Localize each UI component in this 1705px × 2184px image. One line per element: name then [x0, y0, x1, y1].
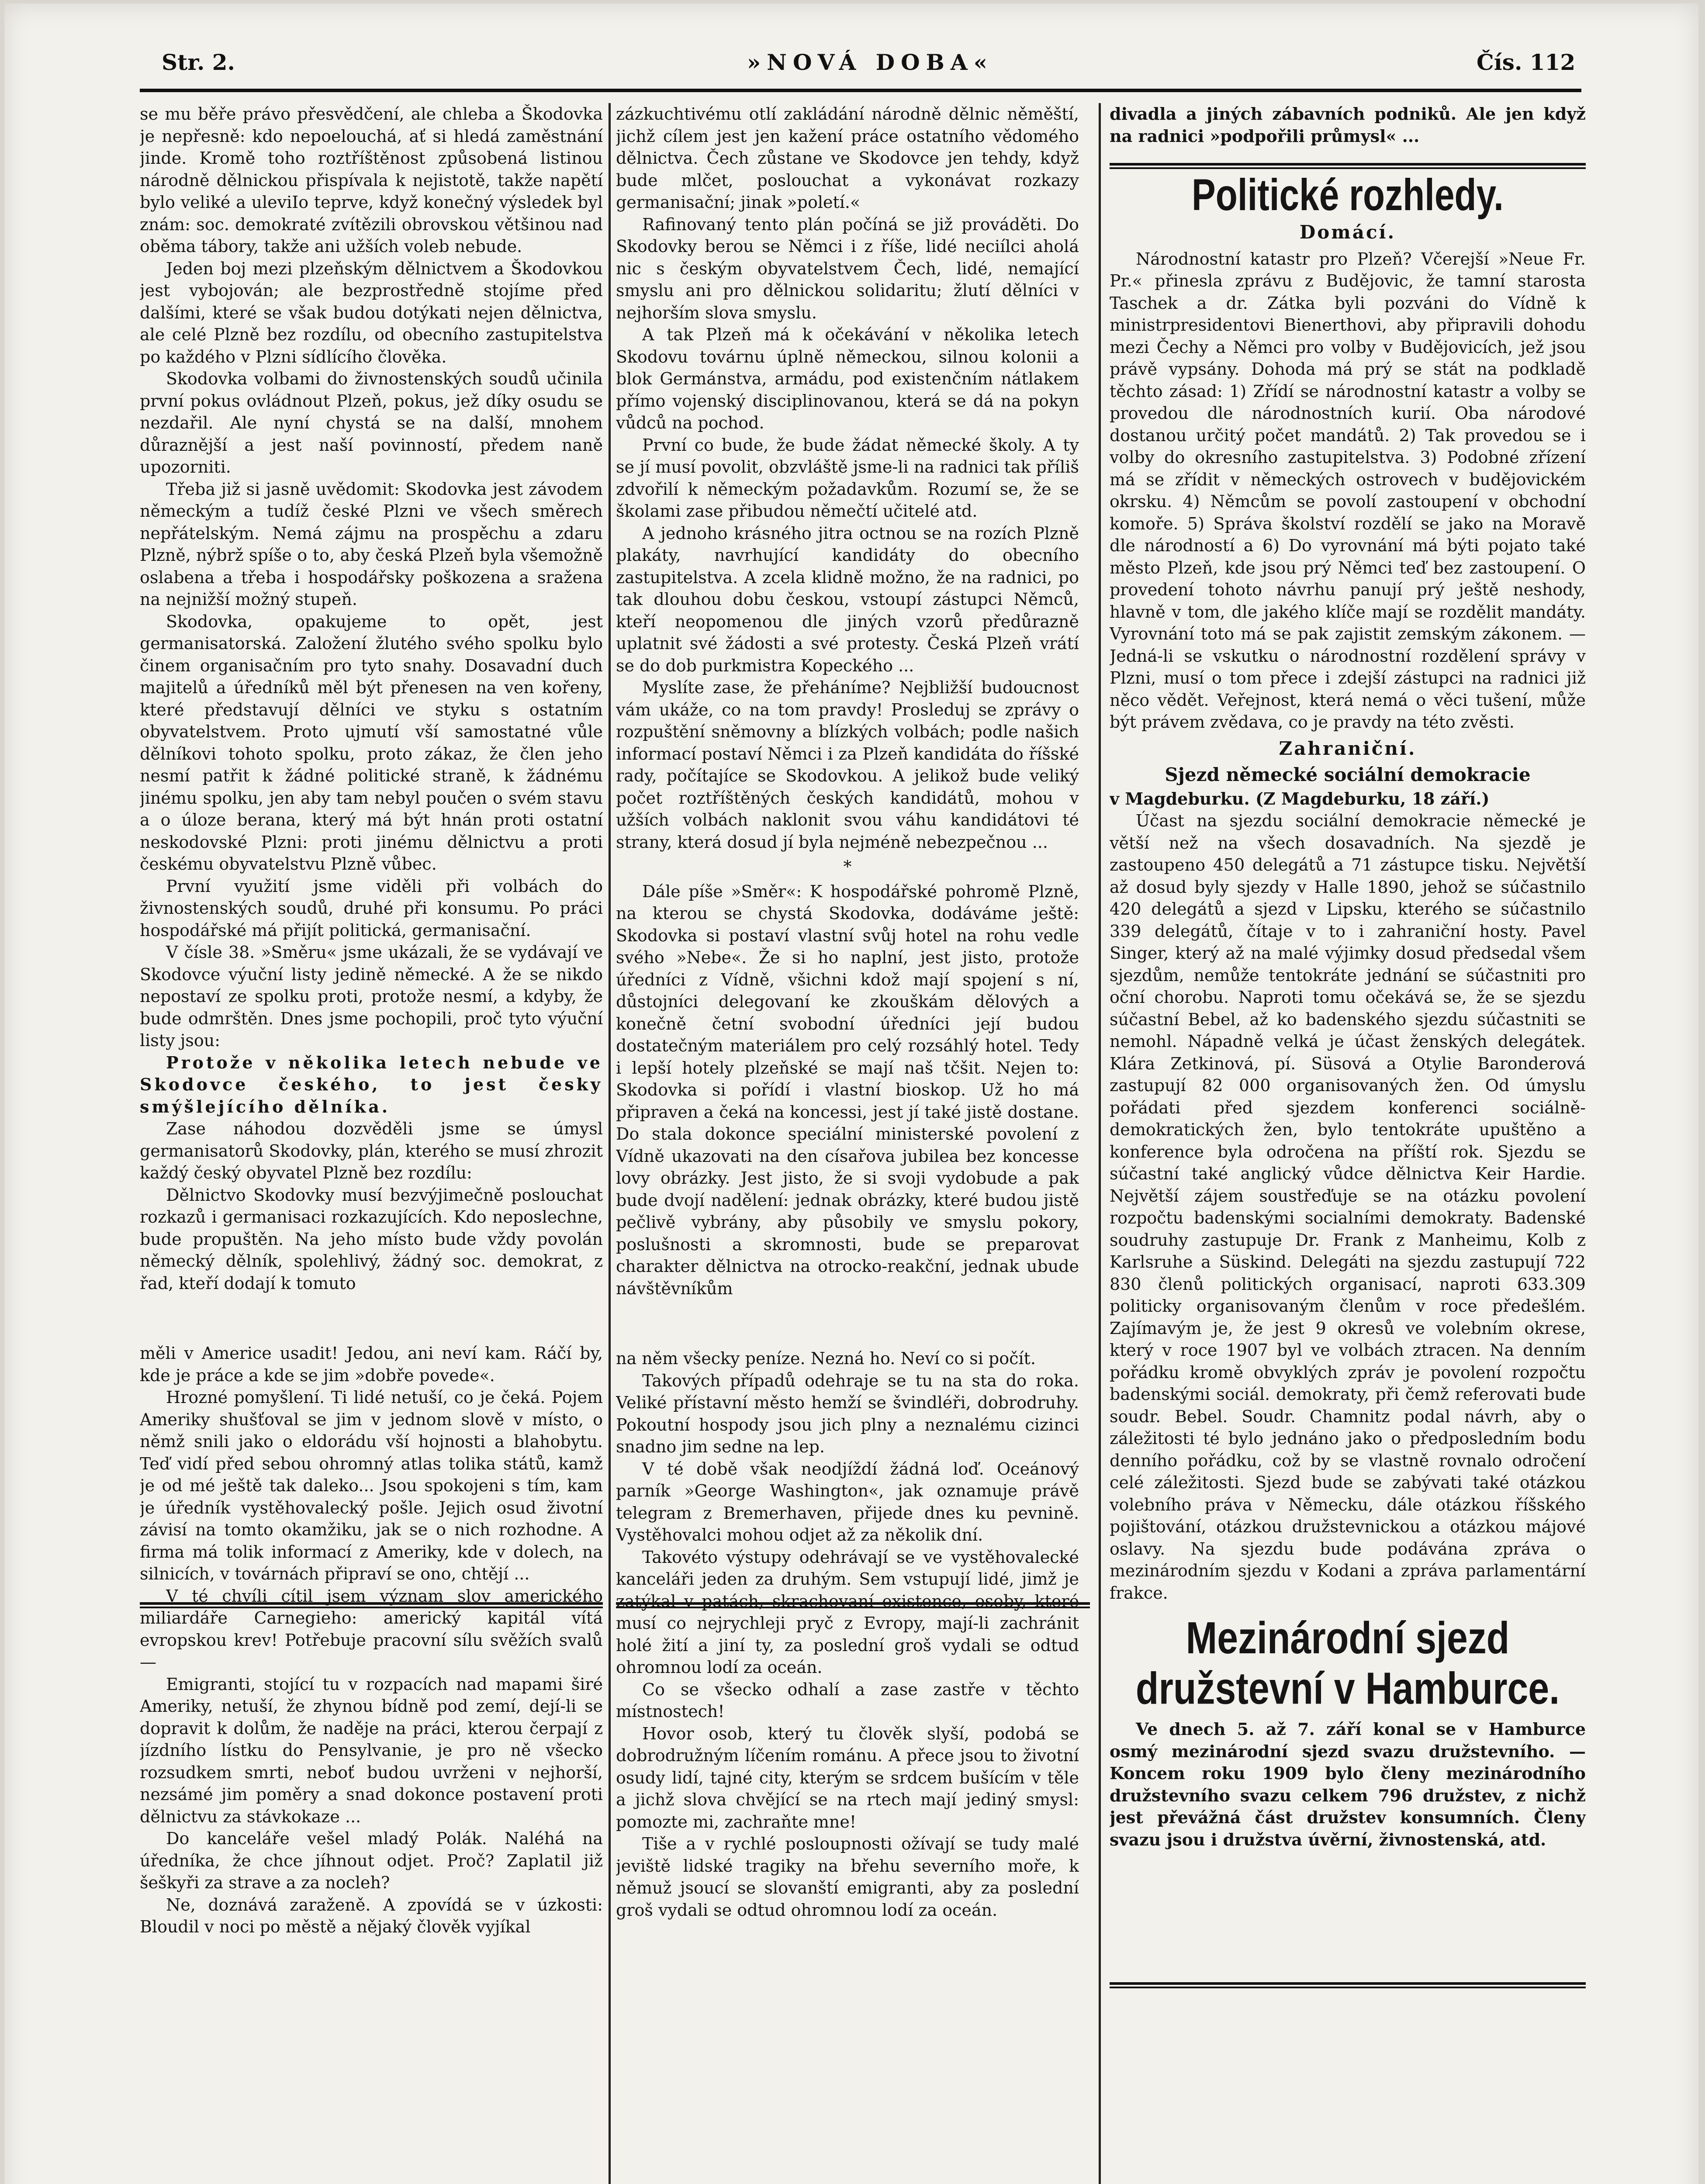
- paragraph: Třeba již si jasně uvědomit: Skodovka jest závodem německým a tudíž české Plzni ve všech směrech nepřátelským. Nemá zájmu na prospěchu a zdaru Plzně, nýbrž spíše o to, aby česká Plzeň byla všemožně oslabena a třeba i hospodářsky poškozena a sražena na nejnižší možný stupeň.: [140, 479, 603, 609]
- paragraph: Zase náhodou dozvěděli jsme se úmysl germanisatorů Skodovky, plán, kterého se musí zhrozit každý český obyvatel Plzně bez rozdílu:: [140, 1119, 603, 1182]
- paragraph: V čísle 38. »Směru« jsme ukázali, že se vydávají ve Skodovce výuční listy jedině německé. A že se nikdo nepostaví ze spolku proti, protože nesmí, a kdyby, že bude odmrštěn. Dnes jsme pochopili, proč tyto výuční listy jsou:: [140, 943, 603, 1050]
- column-2: [616, 103, 1079, 2184]
- paragraph: zázkuchtivému otlí zakládání národně dělnic něměští, jichž cílem jest jen kažení práce ostatního vědomého dělnictva. Čech zůstane ve Skodovce jen tehdy, když bude mlčet, poslouchat a vykonávat rozkazy germanisační; jinak »poletí.«: [616, 104, 1079, 212]
- feuilleton-paragraph: Co se všecko odhalí a zase zastře v těchto místnostech!: [616, 1679, 1079, 1721]
- feuilleton-paragraph: Ne, doznává zaraženě. A zpovídá se v úzkosti: Bloudil v noci po městě a nějaký člověk vyjíkal: [140, 1895, 603, 1936]
- feuilleton-paragraph: Emigranti, stojící tu v rozpacích nad mapami širé Ameriky, netuší, že zhynou bídně pod zemí, dejí-li se dopravit k dolům, že naděje na práci, kterou čerpají z jízdního lístku do Pensylvanie, je pro ně všecko rozsudkem smrti, neboť budou uvrženi v nejhorší, nezsámé jim poměry a snad dokonce postavení proti dělnictvu za stávkokaze ...: [140, 1674, 603, 1826]
- paragraph: Rafinovaný tento plán počíná se již prováděti. Do Skodovky berou se Němci i z říše, lidé neciílci aholá nic s českým obyvatelstvem Čech, lidé, nemající smyslu ani pro dělnickou solidaritu; žlutí dělníci v nejhorším slova smyslu.: [616, 214, 1079, 322]
- column-3: [1110, 103, 1586, 2184]
- subsection-title: Zahraniční.: [1279, 737, 1417, 759]
- paragraph: Dále píše »Směr«: K hospodářské pohromě Plzně, na kterou se chystá Skodovka, dodáváme ještě: Skodovka si postaví vlastní svůj hotel na rohu vedle svého »Nebe«. Že si ho naplní, jest jisto, protože úředníci z Vídně, všichni kdož mají spojení s ní, důstojníci delegovaní ke zkouškám dělových a konečně četní svobodní úředníci její budou dostatečným materiálem pro celý rozsáhlý hotel. Tedy i lepší hotely plzeňské se mají naš tčšit. Nejen to: Skodovka si pořídí i vlastní bioskop. Už ho má připraven a čeká na koncessi, jest jí také jistě dostane. Do stala dokonce speciální ministerské povolení z Vídně ukazovati na den císařova jubilea bez koncesse lovy obrázky. Jest jisto, že si svoji vydobude a pak bude dvojí nadělení: jednak obrázky, které budou jistě pečlivě vybrány, aby působily ve smyslu pokory, poslušnosti a skromnosti, bude se preparovat charakter dělnictva na otrocko-reakční, jednak ubude návštěvníkům: [616, 881, 1079, 1298]
- paragraph: Jeden boj mezi plzeňským dělnictvem a Škodovkou jest vybojován; ale bezprostředně stojíme před dalšími, které se však budou dotýkati nejen dělnictva, ale celé Plzně bez rozdílu, od obecního zastupitelstva po každého v Plzni sídlícího člověka.: [140, 259, 603, 366]
- article-lead: v Magdeburku. (Z Magdeburku, 18 září.): [1110, 788, 1490, 809]
- newspaper-title: »NOVÁ DOBA«: [747, 49, 993, 75]
- feuilleton-paragraph: V té době však neodjíždí žádná loď. Oceánový parník »George Washington«, jak oznamuje právě telegram z Bremerhaven, přijede dnes ku pevnině. Vystěhovalci mohou odjet až za několik dní.: [616, 1459, 1079, 1545]
- issue-number: Čís. 112: [1477, 49, 1576, 75]
- article-title: Sjezd německé sociální demokracie: [1165, 764, 1531, 785]
- feuilleton-paragraph: Do kanceláře vešel mladý Polák. Naléhá na úředníka, že chce jíhnout odjet. Proč? Zaplatil již šeškyři za strave a za nocleh?: [140, 1829, 603, 1892]
- section-title: Politické rozhledy.: [1192, 170, 1504, 220]
- feuilleton-paragraph: Takovéto výstupy odehrávají se ve vystěhovalecké kanceláři jeden za druhým. Sem vstupují lidé, jimž je zatýkal v patách, skrachovaní existence, osoby, které musí co nejrychleji pryč z Evropy, mají-li zachránit holé žití a jiní ty, za poslední groš vydali se odtud ohromnou lodí za oceán.: [616, 1547, 1079, 1677]
- newspaper-page: [4, 3, 1698, 2184]
- paragraph: Skodovka volbami do živnostenských soudů učinila první pokus ovládnout Plzeň, pokus, jež díky osudu se nezdařil. Ale nyní chystá se na další, mnohem důraznější a jest naší povinností, předem naně upozorniti.: [140, 369, 603, 477]
- subsection-title: Domácí.: [1299, 221, 1396, 243]
- news-item: Národnostní katastr pro Plzeň? Včerejší »Neue Fr. Pr.« přinesla zprávu z Budějovic, že tamní starosta Taschek a dr. Zátka byli pozváni do Vídně k ministrpresidentovi Bienerthovi, aby připravili dohodu mezi Čechy a Němci pro volby v Budějovicích, jež jsou právě vypsány. Dohoda má prý se stát na podkladě těchto zásad: 1) Zřídí se národnostní katastr a volby se provedou dle národnostních kurií. Oba národové dostanou určitý počet mandátů. 2) Tak provedou se i volby do okresního zastupitelstva. 3) Podobné zřízení má se zřídit v německých ostrovech v budějovickém okrsku. 4) Němcům se povolí zastoupení v obchodní komoře. 5) Správa školství rozdělí se jako na Moravě dle národností a 6) Do vyrovnání má býti pojato také město Plzeň, kde jsou prý Němci teď bez zastoupení. O provedení tohoto návrhu panují prý ještě neshody, hlavně v tom, dle jakého klíče mají se rozdělit mandáty. Vyrovnání toto má se pak zajistit zemským zákonem. — Jedná-li se vskutku o národnostní rozdělení správy v Plzni, musí o tom přece i zdejší zástupci na radnici již něco vědět. Veřejnost, která nemá o věci tušení, může být právem zvědava, co je pravdy na této zvěsti.: [1110, 249, 1586, 732]
- paragraph: divadla a jiných zábavních podniků. Ale jen když na radnici »podpořili průmysl« ...: [1110, 104, 1586, 146]
- feuilleton-paragraph: na něm všecky peníze. Nezná ho. Neví co si počít.: [616, 1349, 1036, 1368]
- paragraph: První využití jsme viděli při volbách do živnostenských soudů, druhé při konsumu. Po práci hospodářské má přijít politická, germanisační.: [140, 876, 603, 940]
- header-rule: [140, 89, 1581, 92]
- feuilleton-paragraph: V té chvíli cítil jsem význam slov amerického miliardáře Carnegieho: americký kapitál vítá evropskou krev! Potřebuje pracovní sílu svěžích svalů —: [140, 1586, 603, 1672]
- feuilleton-paragraph: Tiše a v rychlé posloupnosti ožívají se tudy malé jeviště lidské tragiky na břehu severního moře, k němuž jsoucí se slovanští emigranti, aby za poslední groš vydali se odtud ohromnou lodí za oceán.: [616, 1834, 1079, 1920]
- paragraph: A jednoho krásného jitra octnou se na rozích Plzně plakáty, navrhující kandidáty do obecního zastupitelstva. A zcela klidně možno, že na radnici, po tak dlouhou dobu českou, vstoupí zástupci Němců, kteří neopomenou dle jiných vzorů předůrazně uplatnit své žádosti a své protesty. Česká Plzeň vrátí se do dob purkmistra Kopeckého ...: [616, 523, 1079, 675]
- article-headline: Mezinárodní sjezd družstevní v Hamburce.: [1135, 1613, 1560, 1714]
- feuilleton-paragraph: Hrozné pomyšlení. Ti lidé netuší, co je čeká. Pojem Ameriky shušťoval se jim v jednom slově v místo, o němž snili jako o eldorádu vší hojnosti a blahobytu. Teď vidí před sebou ohromný atlas tolika států, kamž je od mé ještě tak daleko... Jsou spokojeni s tím, kam je úředník vystěhovalecký pošle. Jejich osud životní závisí na tomto okamžiku, jak se o nich rozhodne. A firma má tolik informací z Ameriky, kde v dolech, na silnicích, v továrnách připraví se ono, chtějí ...: [140, 1388, 603, 1583]
- paragraph-emphasis: Protože v několika letech nebude ve Skodovce českého, to jest česky smýšlejícího dělníka.: [140, 1052, 603, 1116]
- section-star: *: [843, 857, 852, 876]
- feuilleton-paragraph: Hovor osob, který tu člověk slyší, podobá se dobrodružným líčením románu. A přece jsou to životní osudy lidí, tajné city, kterým se srdcem bušícím v těle a jichž slova chvějící se na rtech mají jediný smysl: pomozte mi, zachraňte mne!: [616, 1724, 1079, 1832]
- paragraph: se mu běře právo přesvědčení, ale chleba a Škodovka je nepřesně: kdo nepoelouchá, ať si hledá zaměstnání jinde. Kromě toho roztříštěnost způsobená listinou národně dělnickou přispívala k nejistotě, takže napětí bylo veliké a uleviIo teprve, když konečný výsledek byl znám: soc. demokraté zvítězili obrovskou většinou nad oběma tábory, takže ani užších voleb nebude.: [140, 104, 603, 256]
- column-1: [140, 103, 603, 2184]
- paragraph: Skodovka, opakujeme to opět, jest germanisatorská. Založení žlutého svého spolku bylo činem organisačním pro tyto snahy. Dosavadní duch majitelů a úředníků měl být přenesen na ven kořeny, které představují dělníci ve styku s ostatním obyvatelstvem. Proto ujmutí vší samostatné vůle dělníkovi tohoto spolku, proto zákaz, že člen jeho nesmí patřit k žádné politické straně, k žádnému jinému spolku, jen aby tam nebyl poučen o svém stavu a o úloze berana, který má být hnán proti ostatní neskodovské Plzni: proti jinému dělnictvu a proti českému obyvatelstvu Plzně vůbec.: [140, 612, 603, 874]
- paragraph: Myslíte zase, že přeháníme? Nejbližší budoucnost vám ukáže, co na tom pravdy! Prosleduj se zprávy o rozpuštění sněmovny a blízkých volbách; podle našich informací postaví Němci i za Plzeň kandidáta do říšské rady, počítajíce se Skodovkou. A jelikož bude veliký počet roztříštěných českých kandidátů, mohou v užších volbách naklonit svou váhu kandidátovi té strany, která dosud jí byla nejméně nebezpečnou ...: [616, 678, 1079, 852]
- page-number: Str. 2.: [162, 49, 235, 75]
- paragraph: Dělnictvo Skodovky musí bezvýjimečně poslouchat rozkazů i germanisaci rozkazujících. Kdo neposlechne, bude propuštěn. Na jeho místo bude vždy povolán německý dělník, spolehlivý, žádný soc. demokrat, z řad, kteří dodají k tomuto: [140, 1185, 603, 1293]
- column-divider: [1099, 103, 1101, 2184]
- article-body: Účast na sjezdu sociální demokracie německé je větší než na všech dosavadních. Na sjezdě je zastoupeno 450 delegátů a 71 zástupce tisku. Největší až dosud byly sjezdy v Halle 1890, jehož se súčastnilo 420 delegátů a sjezd v Lipsku, kterého se súčastnilo 339 delegátů, čítaje v to i zahraniční hosty. Pavel Singer, který až na malé výjimky dosud předsedal všem sjezdům, nemůže tentokráte jednání se súčastniti pro oční chorobu. Naproti tomu očekává se, že se sjezdu súčastní Bebel, až ko badenského sjezdu súčastniti se nemohl. Nápadně velká je účast ženských delegátek. Klára Zetkinová, pí. Süsová a Otylie Baronderová zastupují 82 000 organisovaných žen. Od úmyslu pořádati před sjezdem konferenci sociálně-demokratických žen, bylo tentokráte upuštěno a konference byla odročena na příští rok. Sjezdu se súčastní také anglický vůdce dělnictva Keir Hardie. Největší zájem soustřeďuje se na otázku povolení rozpočtu badenskými socialními demokraty. Badenské soudruhy zastupuje Dr. Frank z Manheimu, Kolb z Karlsruhe a Süskind. Delegáti na sjezdu zastupují 722 830 členů politických organisací, naproti 633.309 politicky organisovaným členům v roce předešlém. Zajímavým je, že jest 9 okresů ve volebním okrese, který v roce 1907 byl ve volbách ztracen. Na denním pořádku kromě obvyklých zpráv je povolení rozpočtu badenskými sociál. demokraty, při čemž referovati bude soudr. Bebel. Soudr. Chamnitz podal návrh, aby o záležitosti té bylo jednáno jako o předposledním bodu denního pořádku, což by se vlastně rovnalo odročení celé záležitosti. Sjezd bude se zabývati také otázkou volebního práva v Německu, dále otázkou říšského pojištování, otázkou družstevnickou a otázkou májové oslavy. Na sjezdu bude podávána zpráva o mezinárodním sjezdu v Kodani a zpráva parlamentární frakce.: [1110, 811, 1586, 1603]
- paragraph: První co bude, že bude žádat německé školy. A ty se jí musí povolit, obzvláště jsme-li na radnici tak příliš zdvořilí k německým požadavkům. Rozumí se, že se školami zase přibudou němečtí učitelé atd.: [616, 435, 1079, 521]
- feuilleton-paragraph: měli v Americe usadit! Jedou, ani neví kam. Ráčí by, kde je práce a kde se jim »dobře povede«.: [140, 1344, 603, 1385]
- paragraph: A tak Plzeň má k očekávání v několika letech Skodovu továrnu úplně německou, silnou kolonii a blok Germánstva, armádu, pod existenčním nátlakem přímo vojenský disciplinovanou, která se dá na pokyn vůdců na pochod.: [616, 325, 1079, 432]
- column-divider: [609, 103, 611, 2184]
- article-body: Ve dnech 5. až 7. září konal se v Hamburce osmý mezinárodní sjezd svazu družstevního. — Koncem roku 1909 bylo členy mezinárodního družstevního svazu celkem 796 družstev, z nichž jest převážná část družstev konsumních. Členy svazu jsou i družstva úvěrní, živnostenská, atd.: [1110, 1719, 1586, 1849]
- feuilleton-paragraph: Takových případů odehraje se tu na sta do roka. Veliké přístavní město hemží se švindléři, dobrodruhy. Pokoutní hospody jsou jich plny a neznalému cizinci snadno jim sedne na lep.: [616, 1371, 1079, 1456]
